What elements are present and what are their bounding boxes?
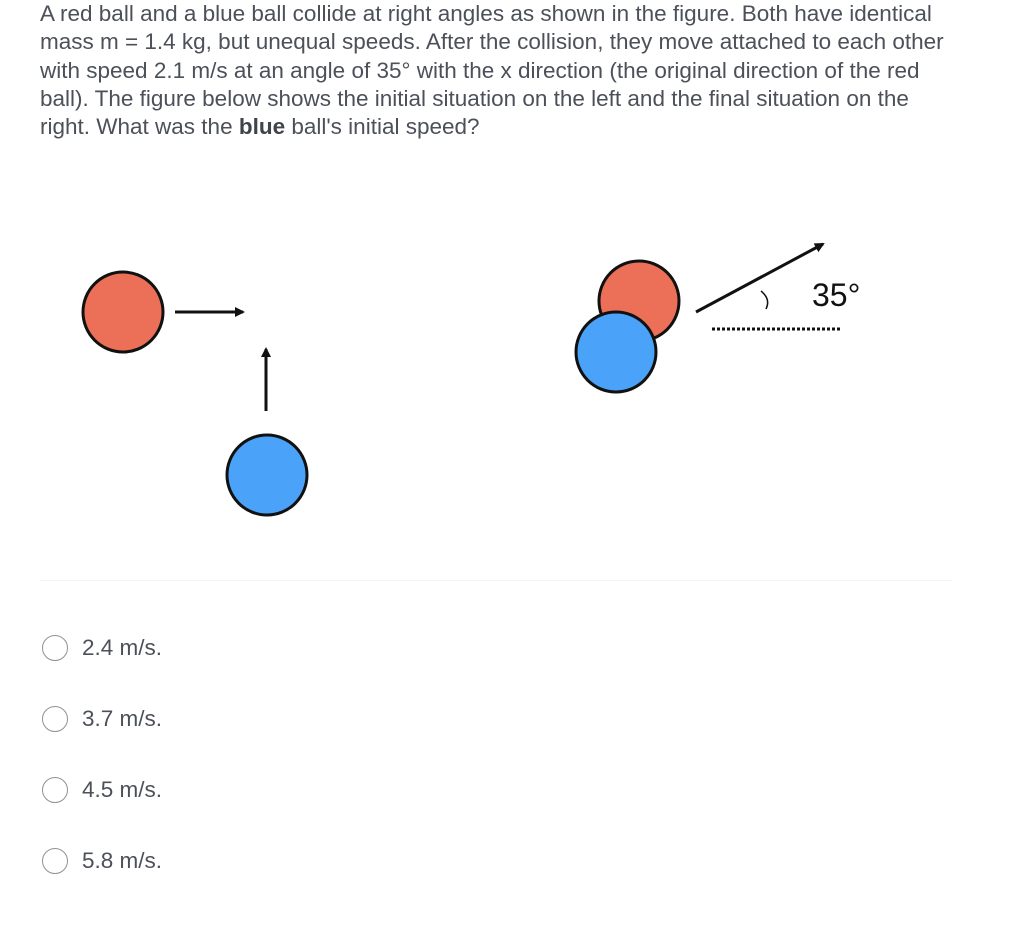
answer-option-label: 4.5 m/s. (82, 777, 163, 802)
answer-option-label: 5.8 m/s. (82, 848, 163, 873)
radio-button-icon[interactable] (42, 848, 68, 874)
radio-button-icon[interactable] (42, 706, 68, 732)
angle-arc (761, 291, 768, 309)
blue-ball-initial (227, 435, 307, 515)
divider (40, 580, 952, 581)
question-text-part1: A red ball and a blue ball collide at right angles as shown in the figure. Both have identical mass m = 1.4 kg, but unequal speeds. After the collision, they move attached to each other with speed 2.1 m/s at an angle of 35° with the x direction (the original direction of the red ball). The figure below shows the initial situation on the left and the final situation on the right. What was the (40, 1, 944, 140)
answer-option-1[interactable] (42, 632, 162, 664)
red-ball-initial (83, 272, 163, 352)
radio-button-icon[interactable] (42, 635, 68, 661)
answer-option-4[interactable] (42, 845, 162, 877)
answer-option-label: 3.7 m/s. (82, 706, 163, 731)
answer-option-2[interactable] (42, 703, 162, 735)
question-text-part2: ball's initial speed? (285, 114, 480, 140)
question-emphasis: blue (238, 114, 286, 140)
answer-option-3[interactable] (42, 774, 162, 806)
radio-button-icon[interactable] (42, 777, 68, 803)
angle-label: 35° (812, 277, 861, 313)
blue-ball-final (576, 312, 656, 392)
answer-option-label: 2.4 m/s. (82, 635, 163, 660)
final-velocity-arrow (696, 244, 823, 312)
